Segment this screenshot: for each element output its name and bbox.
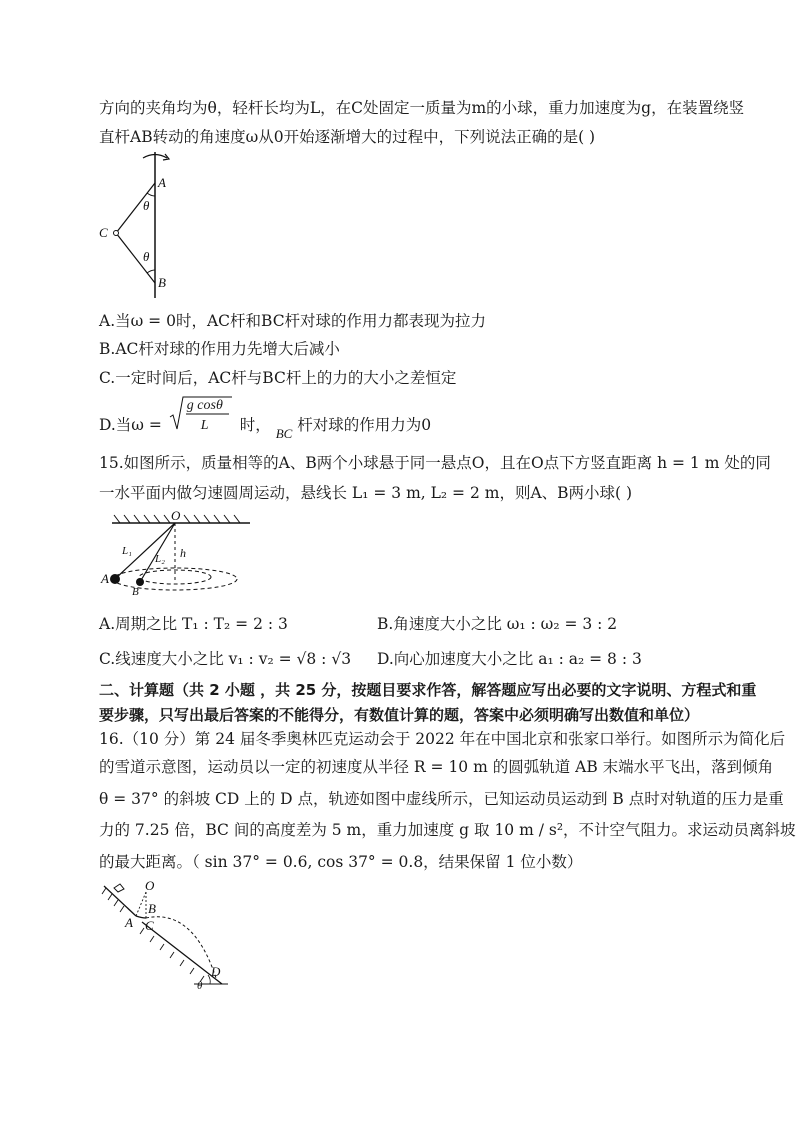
q16-label-theta: θ bbox=[197, 980, 203, 990]
q15-label-a: A bbox=[101, 571, 109, 586]
q16-label-c: C bbox=[145, 918, 154, 933]
q15-stem-line-1: 15.如图所示，质量相等的A、B两个小球悬于同一悬点O，且在O点下方竖直距离 h = 1 m 处的同 bbox=[99, 454, 771, 472]
q14-option-d-sqrt bbox=[169, 398, 233, 445]
q16-label-o: O bbox=[145, 878, 155, 893]
q15-stem-line-2: 一水平面内做匀速圆周运动，悬线长 L₁ = 3 m, L₂ = 2 m，则A、B两小球( ) bbox=[99, 484, 633, 502]
q16-label-b: B bbox=[148, 901, 156, 916]
q14-label-theta-bottom: θ bbox=[143, 249, 150, 264]
q16-label-d: D bbox=[211, 964, 221, 979]
q14-stem-line-2: 直杆AB转动的角速度ω从0开始逐渐增大的过程中，下列说法正确的是( ) bbox=[99, 128, 596, 146]
q15-conical-pendulum-figure bbox=[100, 510, 280, 596]
q14-label-b: B bbox=[158, 275, 166, 290]
q16-stem-line-4: 力的 7.25 倍，BC 间的高度差为 5 m，重力加速度 g 取 10 m / s²，不计空气阻力。求运动员离斜坡 bbox=[99, 821, 796, 839]
q14-option-d-prefix: D.当ω = bbox=[99, 416, 162, 434]
q14-label-theta-top: θ bbox=[143, 198, 150, 213]
q16-stem-line-3: θ = 37° 的斜坡 CD 上的 D 点，轨迹如图中虚线所示，已知运动员运动到 B 点时对轨道的压力是重 bbox=[99, 790, 784, 808]
q14-option-d-suffix-1: 时， bbox=[239, 416, 271, 434]
q14-option-c: C.一定时间后，AC杆与BC杆上的力的大小之差恒定 bbox=[99, 369, 457, 387]
q14-stem-line-1: 方向的夹角均为θ，轻杆长均为L，在C处固定一质量为m的小球，重力加速度为g，在装置绕竖 bbox=[99, 99, 745, 117]
q15-option-d: D.向心加速度大小之比 a₁ : a₂ = 8 : 3 bbox=[377, 650, 642, 668]
q15-label-l1: L₁ bbox=[122, 545, 132, 557]
q16-stem-line-1: 16.（10 分）第 24 届冬季奥林匹克运动会于 2022 年在中国北京和张家口举行。如图所示为简化后 bbox=[99, 730, 786, 748]
q14-label-c: C bbox=[99, 225, 108, 240]
q15-label-l2: L₂ bbox=[155, 553, 165, 565]
q14-option-d-denominator: L bbox=[200, 418, 209, 433]
q14-rotating-rods-figure bbox=[95, 148, 205, 300]
q15-label-b: B bbox=[132, 586, 139, 596]
q15-option-a: A.周期之比 T₁ : T₂ = 2 : 3 bbox=[99, 615, 288, 633]
q15-label-o: O bbox=[171, 510, 181, 523]
q14-option-d bbox=[99, 398, 432, 445]
q16-stem-line-2: 的雪道示意图，运动员以一定的初速度从半径 R = 10 m 的圆弧轨道 AB 末端水平飞出，落到倾角 bbox=[99, 758, 774, 776]
q15-label-h: h bbox=[180, 546, 186, 560]
q14-option-b: B.AC杆对球的作用力先增大后减小 bbox=[99, 340, 340, 358]
q15-option-c: C.线速度大小之比 v₁ : v₂ = √8 : √3 bbox=[99, 650, 352, 668]
section2-header-line-1: 二、计算题（共 2 小题 ，共 25 分，按题目要求作答，解答题应写出必要的文字说明、方程式和重 bbox=[99, 681, 757, 699]
q16-ski-slope-figure bbox=[98, 878, 230, 990]
q16-label-a: A bbox=[125, 915, 133, 930]
q14-option-d-suffix-2: BC bbox=[275, 426, 293, 441]
q14-label-a: A bbox=[158, 175, 166, 190]
q14-option-d-suffix-3: 杆对球的作用力为0 bbox=[297, 416, 432, 434]
q14-option-a: A.当ω = 0时，AC杆和BC杆对球的作用力都表现为拉力 bbox=[99, 312, 487, 330]
section2-header-line-2: 要步骤，只写出最后答案的不能得分，有数值计算的题，答案中必须明确写出数值和单位） bbox=[99, 706, 700, 724]
q15-option-b: B.角速度大小之比 ω₁ : ω₂ = 3 : 2 bbox=[377, 615, 618, 633]
q16-stem-line-5: 的最大距离。（ sin 37° = 0.6, cos 37° = 0.8，结果保留 1 位小数） bbox=[99, 853, 583, 871]
q14-option-d-numerator: g cosθ bbox=[186, 398, 223, 413]
